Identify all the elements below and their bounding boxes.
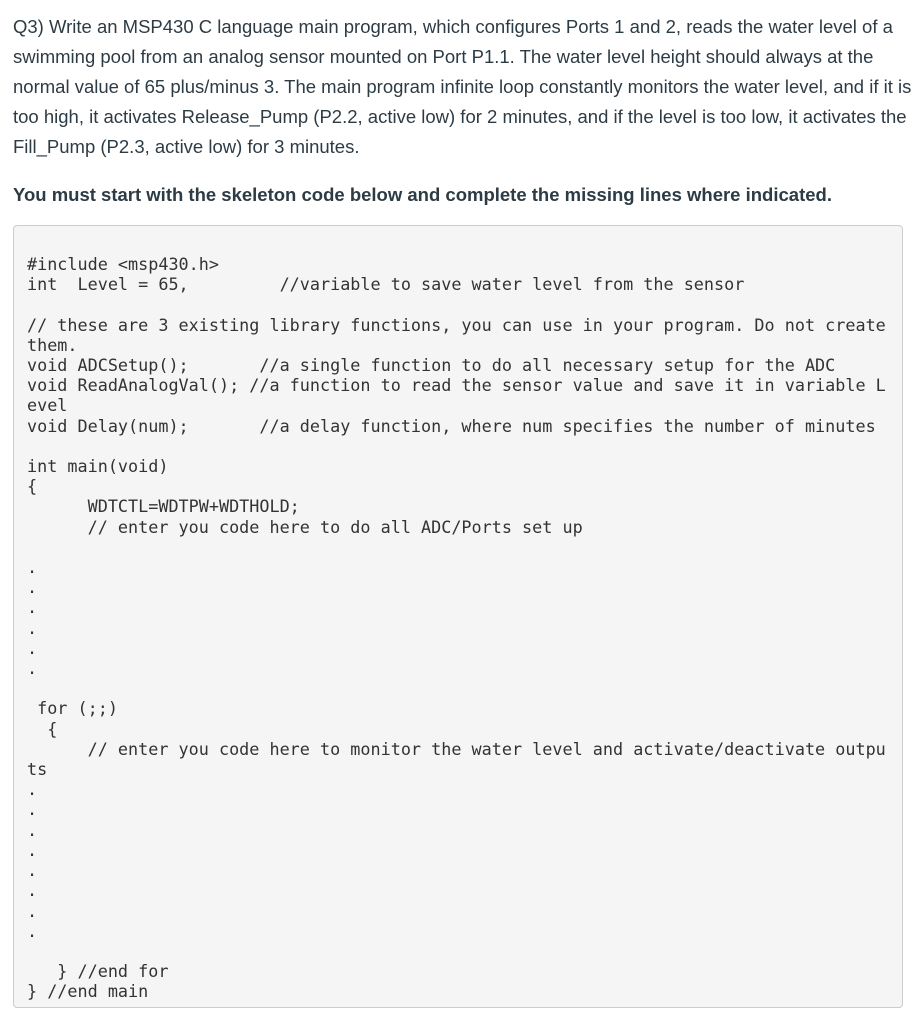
instruction-text: You must start with the skeleton code below and complete the missing lines where indicated.	[13, 184, 832, 205]
code-block	[13, 225, 903, 1008]
question-text: Q3) Write an MSP430 C language main program, which configures Ports 1 and 2, reads the water level of a swimming pool from an analog sensor mounted on Port P1.1. The water level height should always at the normal value of 65 plus/minus 3. The main program infinite loop constantly monitors the water level, and if it is too high, it activates Release_Pump (P2.2, active low) for 2 minutes, and if the level is too low, it activates the Fill_Pump (P2.3, active low) for 3 minutes.	[13, 16, 912, 157]
skeleton-code: #include <msp430.h> int Level = 65, //variable to save water level from the sensor // these are 3 existing library functions, you can use in your program. Do not create them. void ADCSetup(); //a single function to do all necessary setup for the ADC void ReadAnalogVal(); //a function to read the sensor value and save it in variable L evel void Delay(num); //a delay function, where num specifies the number of minutes int main(void) { WDTCTL=WDTPW+WDTHOLD; // enter you code here to do all ADC/Ports set up . . . . . . for (;;) { // enter you code here to monitor the water level and activate/deactivate outpu ts . . . . . . . . } //end for } //end main	[27, 254, 886, 1002]
